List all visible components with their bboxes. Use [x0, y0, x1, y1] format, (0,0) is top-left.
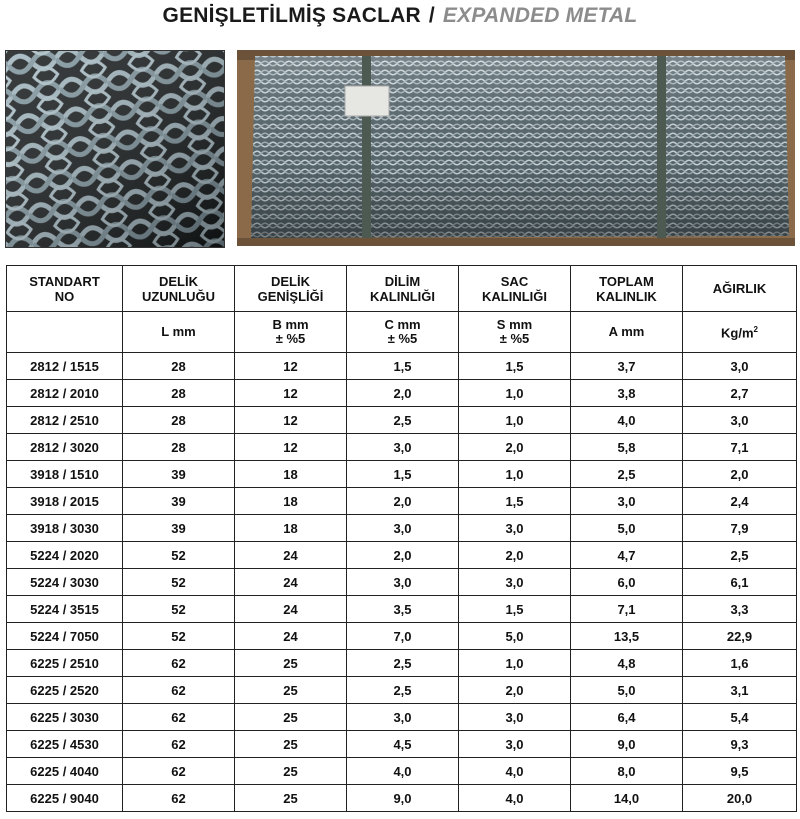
standard-no-cell: 2812 / 2010	[7, 380, 123, 407]
value-cell: 3,0	[459, 704, 571, 731]
column-header	[235, 266, 347, 312]
value-cell: 18	[235, 461, 347, 488]
standard-no-cell: 6225 / 2520	[7, 677, 123, 704]
value-cell: 1,0	[459, 650, 571, 677]
value-cell: 24	[235, 542, 347, 569]
table-row	[7, 596, 797, 623]
unit-cell	[571, 312, 683, 353]
value-cell: 1,0	[459, 407, 571, 434]
value-cell: 24	[235, 569, 347, 596]
value-cell: 9,3	[683, 731, 797, 758]
column-header	[571, 266, 683, 312]
column-header	[347, 266, 459, 312]
value-cell: 62	[123, 785, 235, 812]
table-row	[7, 704, 797, 731]
value-cell: 4,0	[571, 407, 683, 434]
value-cell: 12	[235, 353, 347, 380]
unit-superscript: 2	[753, 325, 758, 335]
table-row	[7, 758, 797, 785]
units-row	[7, 312, 797, 353]
unit-cell	[683, 312, 797, 353]
value-cell: 52	[123, 569, 235, 596]
value-cell: 6,1	[683, 569, 797, 596]
value-cell: 18	[235, 515, 347, 542]
unit-text: C mm	[384, 317, 421, 332]
value-cell: 7,1	[683, 434, 797, 461]
value-cell: 3,7	[571, 353, 683, 380]
value-cell: 3,8	[571, 380, 683, 407]
unit-cell	[347, 312, 459, 353]
value-cell: 22,9	[683, 623, 797, 650]
value-cell: 7,0	[347, 623, 459, 650]
value-cell: 2,5	[347, 407, 459, 434]
value-cell: 2,0	[459, 542, 571, 569]
column-header-line: KALINLIĞI	[370, 288, 435, 304]
value-cell: 62	[123, 731, 235, 758]
value-cell: 5,0	[459, 623, 571, 650]
value-cell: 4,0	[347, 758, 459, 785]
value-cell: 6,0	[571, 569, 683, 596]
unit-cell	[459, 312, 571, 353]
value-cell: 52	[123, 623, 235, 650]
value-cell: 3,5	[347, 596, 459, 623]
value-cell: 3,3	[683, 596, 797, 623]
value-cell: 52	[123, 596, 235, 623]
column-header-line: DELİK	[159, 273, 198, 289]
standard-no-cell: 6225 / 9040	[7, 785, 123, 812]
value-cell: 1,5	[459, 596, 571, 623]
standard-no-cell: 6225 / 3030	[7, 704, 123, 731]
column-header-line: KALINLIĞI	[482, 288, 547, 304]
value-cell: 25	[235, 758, 347, 785]
value-cell: 12	[235, 434, 347, 461]
value-cell: 4,0	[459, 785, 571, 812]
standard-no-cell: 6225 / 4040	[7, 758, 123, 785]
value-cell: 5,8	[571, 434, 683, 461]
value-cell: 1,5	[459, 353, 571, 380]
value-cell: 14,0	[571, 785, 683, 812]
value-cell: 2,5	[347, 650, 459, 677]
unit-cell	[235, 312, 347, 353]
standard-no-cell: 6225 / 4530	[7, 731, 123, 758]
value-cell: 62	[123, 677, 235, 704]
table-row	[7, 434, 797, 461]
unit-text: L mm	[161, 324, 196, 339]
value-cell: 39	[123, 488, 235, 515]
value-cell: 3,0	[459, 515, 571, 542]
table-row	[7, 569, 797, 596]
value-cell: 2,0	[459, 677, 571, 704]
standard-no-cell: 5224 / 3030	[7, 569, 123, 596]
column-header-line: GENİŞLİĞİ	[257, 288, 324, 304]
value-cell: 1,5	[459, 488, 571, 515]
value-cell: 1,0	[459, 380, 571, 407]
value-cell: 3,1	[683, 677, 797, 704]
unit-cell	[123, 312, 235, 353]
value-cell: 28	[123, 380, 235, 407]
value-cell: 2,5	[571, 461, 683, 488]
value-cell: 2,0	[347, 380, 459, 407]
title-separator: /	[428, 4, 435, 27]
value-cell: 5,4	[683, 704, 797, 731]
value-cell: 2,5	[347, 677, 459, 704]
value-cell: 62	[123, 758, 235, 785]
table-row	[7, 785, 797, 812]
value-cell: 4,0	[459, 758, 571, 785]
value-cell: 28	[123, 434, 235, 461]
value-cell: 6,4	[571, 704, 683, 731]
table-row	[7, 461, 797, 488]
value-cell: 25	[235, 785, 347, 812]
column-header	[123, 266, 235, 312]
table-row	[7, 542, 797, 569]
value-cell: 4,8	[571, 650, 683, 677]
value-cell: 1,6	[683, 650, 797, 677]
column-header	[459, 266, 571, 312]
unit-text: ± %5	[499, 331, 530, 346]
value-cell: 62	[123, 704, 235, 731]
standard-no-cell: 2812 / 3020	[7, 434, 123, 461]
value-cell: 2,7	[683, 380, 797, 407]
value-cell: 20,0	[683, 785, 797, 812]
value-cell: 28	[123, 407, 235, 434]
value-cell: 12	[235, 380, 347, 407]
value-cell: 25	[235, 650, 347, 677]
table-row	[7, 650, 797, 677]
value-cell: 3,0	[683, 353, 797, 380]
value-cell: 12	[235, 407, 347, 434]
value-cell: 3,0	[347, 515, 459, 542]
value-cell: 5,0	[571, 515, 683, 542]
table-row	[7, 407, 797, 434]
value-cell: 39	[123, 461, 235, 488]
title-english: EXPANDED METAL	[442, 4, 638, 27]
value-cell: 2,0	[459, 434, 571, 461]
column-header-line: KALINLIK	[596, 288, 657, 304]
table-row	[7, 380, 797, 407]
value-cell: 2,0	[347, 542, 459, 569]
table-row	[7, 488, 797, 515]
standard-no-cell: 2812 / 2510	[7, 407, 123, 434]
unit-text: ± %5	[387, 331, 418, 346]
column-header-line: UZUNLUĞU	[142, 288, 215, 304]
value-cell: 1,5	[347, 461, 459, 488]
spec-table	[6, 265, 797, 812]
value-cell: 1,5	[347, 353, 459, 380]
value-cell: 3,0	[347, 569, 459, 596]
value-cell: 9,0	[347, 785, 459, 812]
value-cell: 28	[123, 353, 235, 380]
page-title	[0, 0, 800, 32]
value-cell: 7,1	[571, 596, 683, 623]
table-row	[7, 353, 797, 380]
value-cell: 5,0	[571, 677, 683, 704]
value-cell: 2,0	[347, 488, 459, 515]
mesh-closeup-photo	[5, 50, 225, 248]
value-cell: 2,4	[683, 488, 797, 515]
table-row	[7, 515, 797, 542]
column-header-line: DİLİM	[384, 273, 421, 289]
value-cell: 8,0	[571, 758, 683, 785]
value-cell: 3,0	[347, 434, 459, 461]
standard-no-cell: 3918 / 1510	[7, 461, 123, 488]
column-header-line: AĞIRLIK	[712, 281, 767, 296]
value-cell: 25	[235, 704, 347, 731]
value-cell: 25	[235, 731, 347, 758]
column-header-line: NO	[54, 288, 75, 304]
value-cell: 3,0	[571, 488, 683, 515]
value-cell: 2,5	[683, 542, 797, 569]
table-row	[7, 677, 797, 704]
unit-text: S mm	[496, 317, 533, 332]
value-cell: 24	[235, 623, 347, 650]
unit-text: A mm	[608, 324, 645, 339]
value-cell: 9,5	[683, 758, 797, 785]
unit-cell	[7, 312, 123, 353]
table-row	[7, 623, 797, 650]
value-cell: 52	[123, 542, 235, 569]
value-cell: 13,5	[571, 623, 683, 650]
unit-text: Kg/m	[721, 325, 754, 341]
value-cell: 4,5	[347, 731, 459, 758]
title-turkish: GENİŞLETİLMİŞ SACLAR	[162, 4, 421, 27]
standard-no-cell: 5224 / 3515	[7, 596, 123, 623]
value-cell: 3,0	[347, 704, 459, 731]
unit-text: B mm	[272, 317, 309, 332]
value-cell: 3,0	[459, 731, 571, 758]
value-cell: 7,9	[683, 515, 797, 542]
column-header-line: STANDART	[29, 273, 100, 289]
column-header	[683, 266, 797, 312]
value-cell: 39	[123, 515, 235, 542]
table-row	[7, 731, 797, 758]
value-cell: 24	[235, 596, 347, 623]
standard-no-cell: 6225 / 2510	[7, 650, 123, 677]
value-cell: 18	[235, 488, 347, 515]
column-header-line: TOPLAM	[599, 273, 654, 289]
value-cell: 25	[235, 677, 347, 704]
column-header-line: SAC	[500, 273, 529, 289]
unit-text: ± %5	[275, 331, 306, 346]
standard-no-cell: 5224 / 7050	[7, 623, 123, 650]
value-cell: 9,0	[571, 731, 683, 758]
value-cell: 4,7	[571, 542, 683, 569]
column-header-line: DELİK	[271, 273, 310, 289]
standard-no-cell: 3918 / 3030	[7, 515, 123, 542]
standard-no-cell: 2812 / 1515	[7, 353, 123, 380]
value-cell: 2,0	[683, 461, 797, 488]
value-cell: 3,0	[683, 407, 797, 434]
column-header	[7, 266, 123, 312]
header-row	[7, 266, 797, 312]
standard-no-cell: 3918 / 2015	[7, 488, 123, 515]
value-cell: 3,0	[459, 569, 571, 596]
mesh-stack-photo	[237, 50, 795, 246]
value-cell: 62	[123, 650, 235, 677]
value-cell: 1,0	[459, 461, 571, 488]
standard-no-cell: 5224 / 2020	[7, 542, 123, 569]
